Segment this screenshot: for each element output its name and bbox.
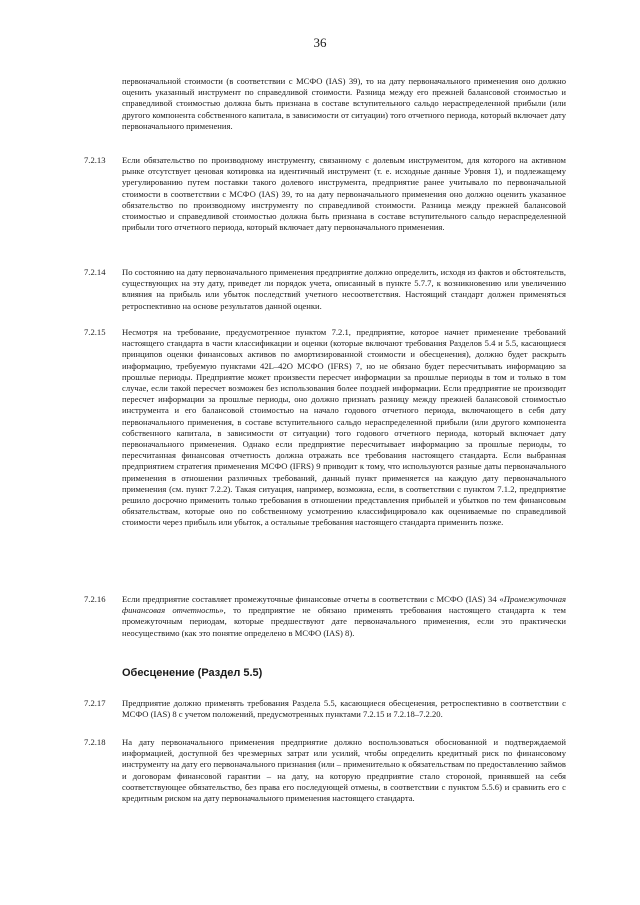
paragraph-number: 7.2.16 xyxy=(84,594,106,604)
paragraph-text: На дату первоначального применения предприятие должно воспользоваться обоснованной и подтверждаемой информацией, доступной без чрезмерных затрат или усилий, чтобы определить кредитный риск по финансовому инструменту на дату его первоначального признания (или – применительно к обязательствам по предоставлению займов и договорам финансовой гарантии – на дату, на которую предприятие стало стороной, принявшей на себя соответствующее обязательство, без права его последующей отмены, в соответствии с пунктом 5.5.6) и сравнить его с кредитным риском на дату первоначального применения настоящего стандарта. xyxy=(122,737,566,804)
paragraph-text: По состоянию на дату первоначального применения предприятие должно определить, исходя из фактов и обстоятельств, существующих на эту дату, приведет ли порядок учета, описанный в пункте 5.7.7, к возникновению или увеличению влияния на прибыль или убыток последствий учетного несоответствия. Настоящий стандарт должен применяться ретроспективно на основе результатов данной оценки. xyxy=(122,267,566,311)
paragraph-text-after: », то предприятие не обязано применять требования настоящего стандарта к тем промежуточным периодам, которые предшествуют дате первоначального применения, если это практически неосуществимо (как это понятие определено в МСФО (IAS) 8). xyxy=(122,605,566,638)
paragraph-text-before: Если предприятие составляет промежуточные финансовые отчеты в соответствии с МСФО (IAS) 34 « xyxy=(122,594,504,604)
paragraph-number: 7.2.13 xyxy=(84,155,106,165)
paragraph-text xyxy=(122,594,566,639)
paragraph-text: Несмотря на требование, предусмотренное пунктом 7.2.1, предприятие, которое начнет применение требований настоящего стандарта в части классификации и оценки (которые включают требования Разделов 5.4 и 5.5, касающиеся принципов оценки финансовых активов по амортизированной стоимости и обесценения), должно будет раскрыть информацию, требуемую пунктами 42L–42O МСФО (IFRS) 7, но не обязано будет пересчитывать информацию за прошлые периоды. Предприятие может произвести пересчет информации за прошлые периоды в том и только в том случае, если такой пересчет возможен без использования более поздней информации. Если предприятие не производит пересчет информации за прошлые периоды, оно должно признать разницу между прежней балансовой стоимостью инструмента и его балансовой стоимостью на начало годового отчетного периода, включающего в себя дату первоначального применения, в составе вступительного сальдо нераспределенной прибыли (или другого компонента собственного капитала, в зависимости от ситуации) того годового отчетного периода, который включает дату первоначального применения. Однако если предприятие пересчитывает информацию за прошлые периоды, то пересчитанная финансовая отчетность должна отражать все требования настоящего стандарта. Если выбранная предприятием стратегия применения МСФО (IFRS) 9 приводит к тому, что используются разные даты первоначального применения в отношении различных требований, данный пункт применяется на каждую дату первоначального применения (см. пункт 7.2.2). Такая ситуация, например, возможна, если, в соответствии с пунктом 7.1.2, предприятие решило досрочно применить только требования в отношении представления прибылей и убытков по тем финансовым обязательствам, которые оно по собственному усмотрению классифицировало как оцениваемые по справедливой стоимости через прибыль или убыток, а остальные требования настоящего стандарта применить позже. xyxy=(122,327,566,528)
section-heading: Обесценение (Раздел 5.5) xyxy=(122,667,263,679)
intro-paragraph xyxy=(122,76,566,132)
paragraph-number: 7.2.15 xyxy=(84,327,106,337)
intro-paragraph-text: первоначальной стоимости (в соответствии с МСФО (IAS) 39), то на дату первоначального применения оно должно оценить указанный инструмент по справедливой стоимости. Разница между его прежней балансовой стоимостью и справедливой стоимостью должна быть признана в составе вступительного сальдо нераспределенной прибыли (или другого компонента собственного капитала, в зависимости от ситуации) того отчетного периода, который включает дату первоначального применения. xyxy=(122,76,566,131)
paragraph-number: 7.2.17 xyxy=(84,698,106,708)
standard-title-italic: Промежуточная финансовая отчетность xyxy=(122,594,566,616)
paragraph-number: 7.2.18 xyxy=(84,737,106,747)
paragraph-number: 7.2.14 xyxy=(84,267,106,277)
page-number: 36 xyxy=(313,35,327,50)
paragraph-text: Если обязательство по производному инструменту, связанному с долевым инструментом, для которого на активном рынке отсутствует ценовая котировка на идентичный инструмент (т. е. исходные данные Уровня 1), и подлежащему урегулированию путем поставки такого долевого инструмента, предприятие ранее учитывало по первоначальной стоимости в соответствии с МСФО (IAS) 39, то на дату первоначального применения оно должно оценить указанное обязательство по производному инструменту по справедливой стоимости. Разница между прежней балансовой стоимостью и справедливой стоимостью должна быть признана в составе вступительного сальдо нераспределенной прибыли того отчетного периода, который включает дату первоначального применения. xyxy=(122,155,566,233)
paragraph-text: Предприятие должно применять требования Раздела 5.5, касающиеся обесценения, ретроспективно в соответствии с МСФО (IAS) 8 с учетом положений, предусмотренных пунктами 7.2.15 и 7.2.18–7.2.20. xyxy=(122,698,566,720)
